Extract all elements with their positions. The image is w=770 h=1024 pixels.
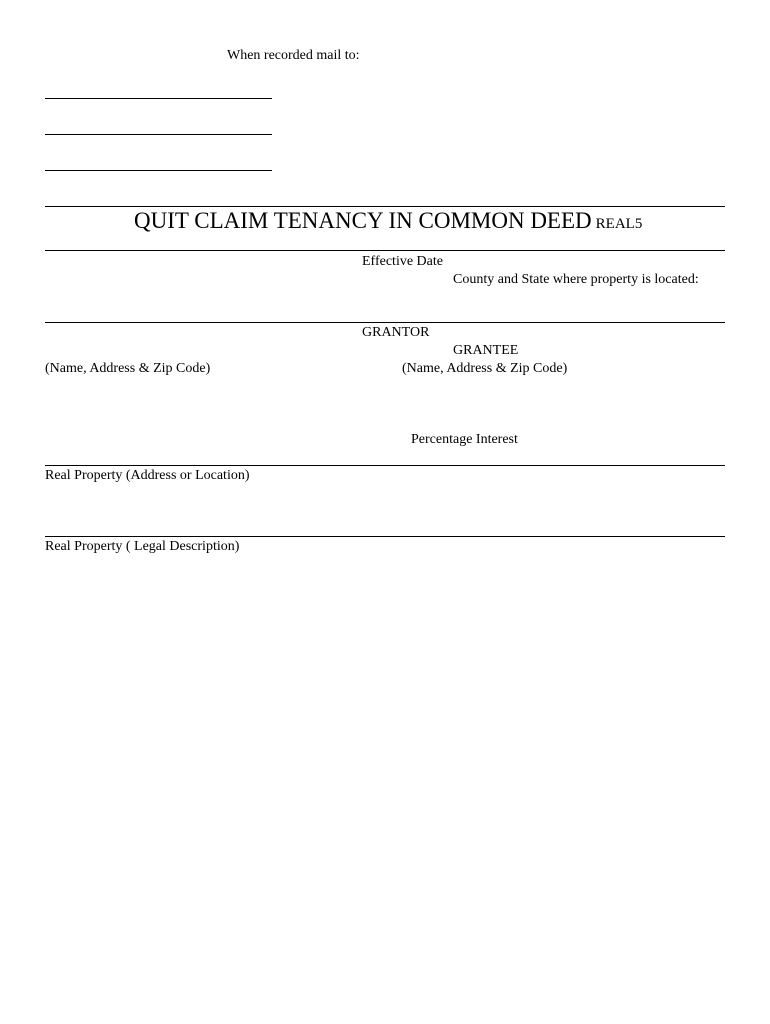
county-state-label: County and State where property is located: — [453, 272, 699, 287]
grantor-label: GRANTOR — [362, 325, 430, 340]
grantee-label: GRANTEE — [453, 343, 519, 358]
property-legal-rule — [45, 536, 725, 537]
parties-top-rule — [45, 322, 725, 323]
mail-to-line-1[interactable] — [45, 98, 272, 99]
real-property-legal-label: Real Property ( Legal Description) — [45, 539, 240, 554]
form-code: REAL5 — [595, 216, 643, 232]
real-property-address-label: Real Property (Address or Location) — [45, 468, 250, 483]
mail-to-label: When recorded mail to: — [227, 48, 360, 63]
deed-title-text: QUIT CLAIM TENANCY IN COMMON DEED — [134, 208, 592, 233]
grantor-address-label: (Name, Address & Zip Code) — [45, 361, 211, 376]
deed-title — [134, 207, 642, 238]
title-bottom-rule — [45, 250, 725, 251]
mail-to-line-2[interactable] — [45, 134, 272, 135]
grantee-address-label: (Name, Address & Zip Code) — [402, 361, 568, 376]
effective-date-label: Effective Date — [362, 254, 443, 269]
mail-to-line-3[interactable] — [45, 170, 272, 171]
percentage-interest-label: Percentage Interest — [411, 432, 518, 447]
property-address-rule — [45, 465, 725, 466]
